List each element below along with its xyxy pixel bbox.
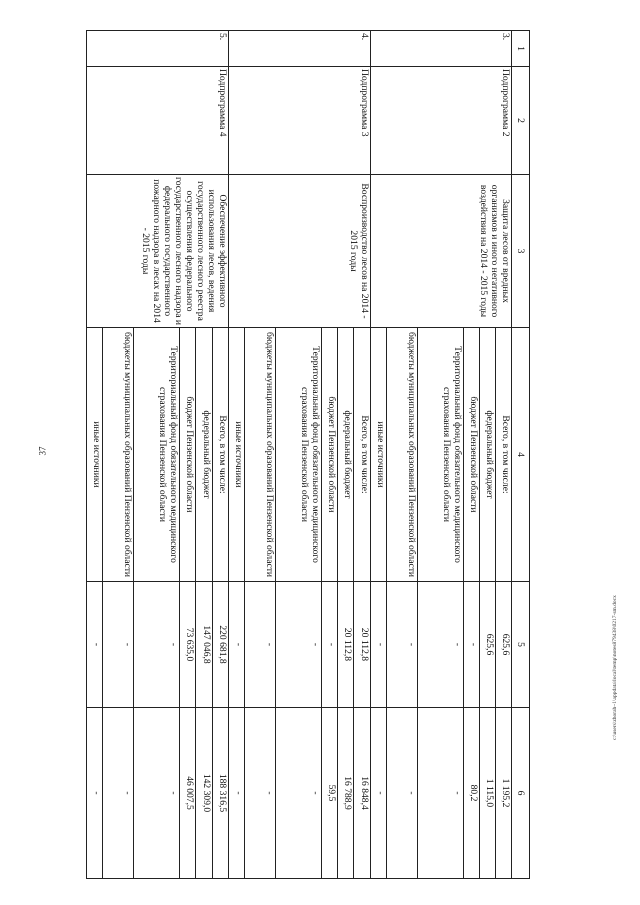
document-path: c:\users\zhorah~1\appdata\local\temp\notes879438\0217-sm.docx — [612, 595, 618, 740]
column-number-5: 5 — [512, 582, 530, 708]
amount-column-5: 220 681,8 — [212, 582, 228, 708]
amount-column-6: 142 309,0 — [196, 708, 212, 879]
amount-column-6: 80,2 — [463, 708, 479, 879]
funding-source: Территориальный фонд обязательного медицинского страхования Пензенской области — [134, 328, 180, 582]
amount-column-5: 20 112,8 — [354, 582, 370, 708]
funding-source: федеральный бюджет — [338, 328, 354, 582]
amount-column-6: - — [276, 708, 322, 879]
funding-source: иные источники — [87, 328, 103, 582]
amount-column-5: - — [87, 582, 103, 708]
amount-column-5: - — [276, 582, 322, 708]
amount-column-5: 625,6 — [496, 582, 512, 708]
amount-column-5: - — [463, 582, 479, 708]
funding-source: Территориальный фонд обязательного медицинского страхования Пензенской области — [417, 328, 463, 582]
page-number: 37 — [37, 446, 48, 456]
subprogram-name: Подпрограмма 4 — [87, 67, 229, 175]
column-number-1: 1 — [512, 31, 530, 67]
funding-source: бюджеты муниципальных образований Пензенской области — [103, 328, 134, 582]
column-number-3: 3 — [512, 175, 530, 328]
subprogram-description: Защита лесов от вредных организмов и иного негативного воздействия на 2014 - 2015 годы — [370, 175, 512, 328]
amount-column-6: 16 788,9 — [338, 708, 354, 879]
funding-source: бюджеты муниципальных образований Пензенской области — [386, 328, 417, 582]
funding-source: бюджет Пензенской области — [463, 328, 479, 582]
funding-source: Всего, в том числе: — [212, 328, 228, 582]
column-number-6: 6 — [512, 708, 530, 879]
amount-column-6: 59,5 — [322, 708, 338, 879]
amount-column-5: 20 112,8 — [338, 582, 354, 708]
row-number: 5. — [87, 31, 229, 67]
amount-column-5: 625,6 — [480, 582, 496, 708]
amount-column-6: 16 848,4 — [354, 708, 370, 879]
funding-source: Всего, в том числе: — [496, 328, 512, 582]
header-row — [512, 31, 530, 879]
amount-column-6: - — [417, 708, 463, 879]
amount-column-5: - — [245, 582, 276, 708]
funding-source: иные источники — [370, 328, 386, 582]
column-number-4: 4 — [512, 328, 530, 582]
funding-source: бюджет Пензенской области — [322, 328, 338, 582]
table-row — [354, 31, 370, 879]
amount-column-5: - — [386, 582, 417, 708]
amount-column-6: - — [134, 708, 180, 879]
amount-column-5: - — [370, 582, 386, 708]
row-number: 3. — [370, 31, 512, 67]
rotated-table-wrapper — [86, 30, 530, 878]
column-number-2: 2 — [512, 67, 530, 175]
amount-column-6: 1 115,0 — [480, 708, 496, 879]
budget-table-body — [87, 31, 530, 879]
funding-source: федеральный бюджет — [480, 328, 496, 582]
amount-column-6: 188 316,5 — [212, 708, 228, 879]
table-row — [496, 31, 512, 879]
funding-source: федеральный бюджет — [196, 328, 212, 582]
amount-column-6: - — [370, 708, 386, 879]
row-number: 4. — [228, 31, 370, 67]
funding-source: Территориальный фонд обязательного медицинского страхования Пензенской области — [276, 328, 322, 582]
amount-column-5: - — [228, 582, 244, 708]
amount-column-5: - — [322, 582, 338, 708]
funding-source: иные источники — [228, 328, 244, 582]
amount-column-6: - — [245, 708, 276, 879]
subprogram-name: Подпрограмма 3 — [228, 67, 370, 175]
subprogram-name: Подпрограмма 2 — [370, 67, 512, 175]
amount-column-5: - — [134, 582, 180, 708]
amount-column-5: - — [417, 582, 463, 708]
funding-source: бюджет Пензенской области — [180, 328, 196, 582]
amount-column-5: 73 635,0 — [180, 582, 196, 708]
amount-column-6: - — [228, 708, 244, 879]
subprogram-description: Обеспечение эффективного использования лесов, ведения государственного лесного реестра осуществления федерального государственного лесного надзора и федерального государственного пожарного надзора в лесах на 2014 - 2015 годы — [87, 175, 229, 328]
amount-column-5: - — [103, 582, 134, 708]
budget-table — [86, 30, 530, 879]
amount-column-6: - — [87, 708, 103, 879]
table-row — [212, 31, 228, 879]
amount-column-5: 147 046,8 — [196, 582, 212, 708]
amount-column-6: - — [386, 708, 417, 879]
subprogram-description: Воспроизводство лесов на 2014 - 2015 годы — [228, 175, 370, 328]
amount-column-6: 1 195,2 — [496, 708, 512, 879]
amount-column-6: 46 007,5 — [180, 708, 196, 879]
funding-source: бюджеты муниципальных образований Пензенской области — [245, 328, 276, 582]
funding-source: Всего, в том числе: — [354, 328, 370, 582]
amount-column-6: - — [103, 708, 134, 879]
